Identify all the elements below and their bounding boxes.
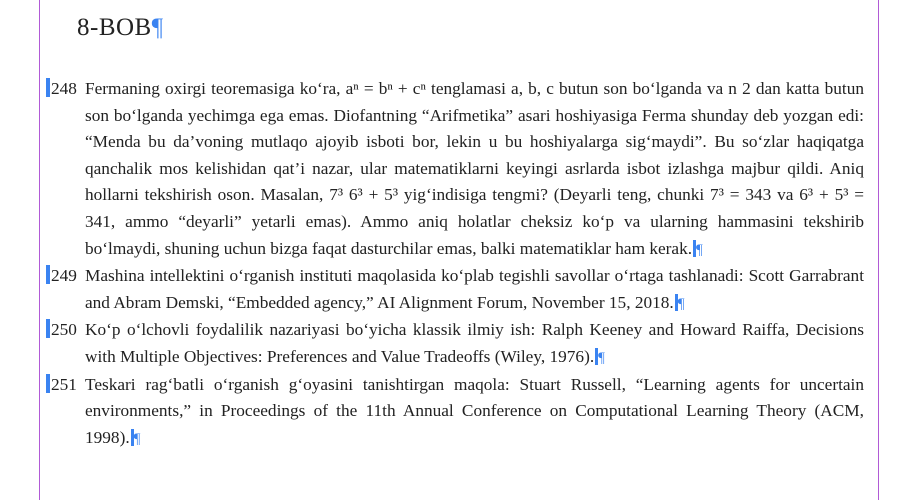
endnote-number: 248 [46,76,77,103]
endnote-text: Teskari rag‘batli o‘rganish g‘oyasini tanishtirgan maqola: Stuart Russell, “Learning agents for uncertain environments,” in Proceedings of the 11th Annual Conference on Computational Learning Theory (ACM, 1998). [85,374,864,447]
endnote-text: Ko‘p o‘lchovli foydalilik nazariyasi bo‘yicha klassik ilmiy ish: Ralph Keeney and Howard Raiffa, Decisions with Multiple Objectives: Preferences and Value Tradeoffs (Wiley, 1976). [85,320,864,366]
pilcrow-icon: ¶ [696,241,703,258]
endnote-item[interactable] [46,263,864,317]
chapter-heading-text: 8-BOB [77,14,152,41]
anchor-marker-icon [46,374,50,393]
pilcrow-icon: ¶ [598,349,605,366]
anchor-marker-icon [46,319,50,338]
anchor-marker-icon [46,265,50,284]
endnotes-list [46,76,864,452]
endnote-item[interactable] [46,372,864,453]
endnote-number: 249 [46,263,77,290]
pilcrow-icon: ¶ [133,430,141,447]
pilcrow-icon: ¶ [677,295,685,312]
endnote-number: 250 [46,317,77,344]
endnote-item[interactable] [46,317,864,371]
endnote-text: Mashina intellektini o‘rganish instituti maqolasida ko‘plab tegishli savollar o‘rtaga tashlanadi: Scott Garrabrant and Abram Demski, “Embedded agency,” AI Alignment Forum, November 15, 2018. [85,266,864,312]
pilcrow-icon: ¶ [151,14,164,41]
endnote-number: 251 [46,372,77,399]
endnote-text: Fermaning oxirgi teoremasiga ko‘ra, aⁿ = bⁿ + cⁿ tenglamasi a, b, c butun son bo‘lganda va n 2 dan katta butun son bo‘lganda yechimga ega emas. Diofantning “Arifmetika” asari hoshiyasiga Ferma shunday deb yozgan edi: “Menda bu da’voning mutlaqo ajoyib isboti bor, lekin u bu hoshiyalarga sig‘maydi”. Bu so‘zlar haqiqatga qanchalik mos kelishidan qat’i nazar, ular matematiklarni keyingi asrlarda isbot izlashga majbur qildi. Aniq hollarni tekshirish oson. Masalan, 7³ 6³ + 5³ yig‘indisiga tengmi? (Deyarli teng, chunki 7³ = 343 va 6³ + 5³ = 341, ammo “deyarli” yetarli emas). Ammo aniq holatlar cheksiz ko‘p va ularning hammasini tekshirib bo‘lmaydi, shuning uchun bizga faqat dasturchilar emas, balki matematiklar ham kerak. [85,79,864,258]
endnote-item[interactable] [46,76,864,263]
chapter-heading [77,14,164,42]
right-margin-guide [878,0,879,500]
left-margin-guide [39,0,40,500]
anchor-marker-icon [46,78,50,97]
